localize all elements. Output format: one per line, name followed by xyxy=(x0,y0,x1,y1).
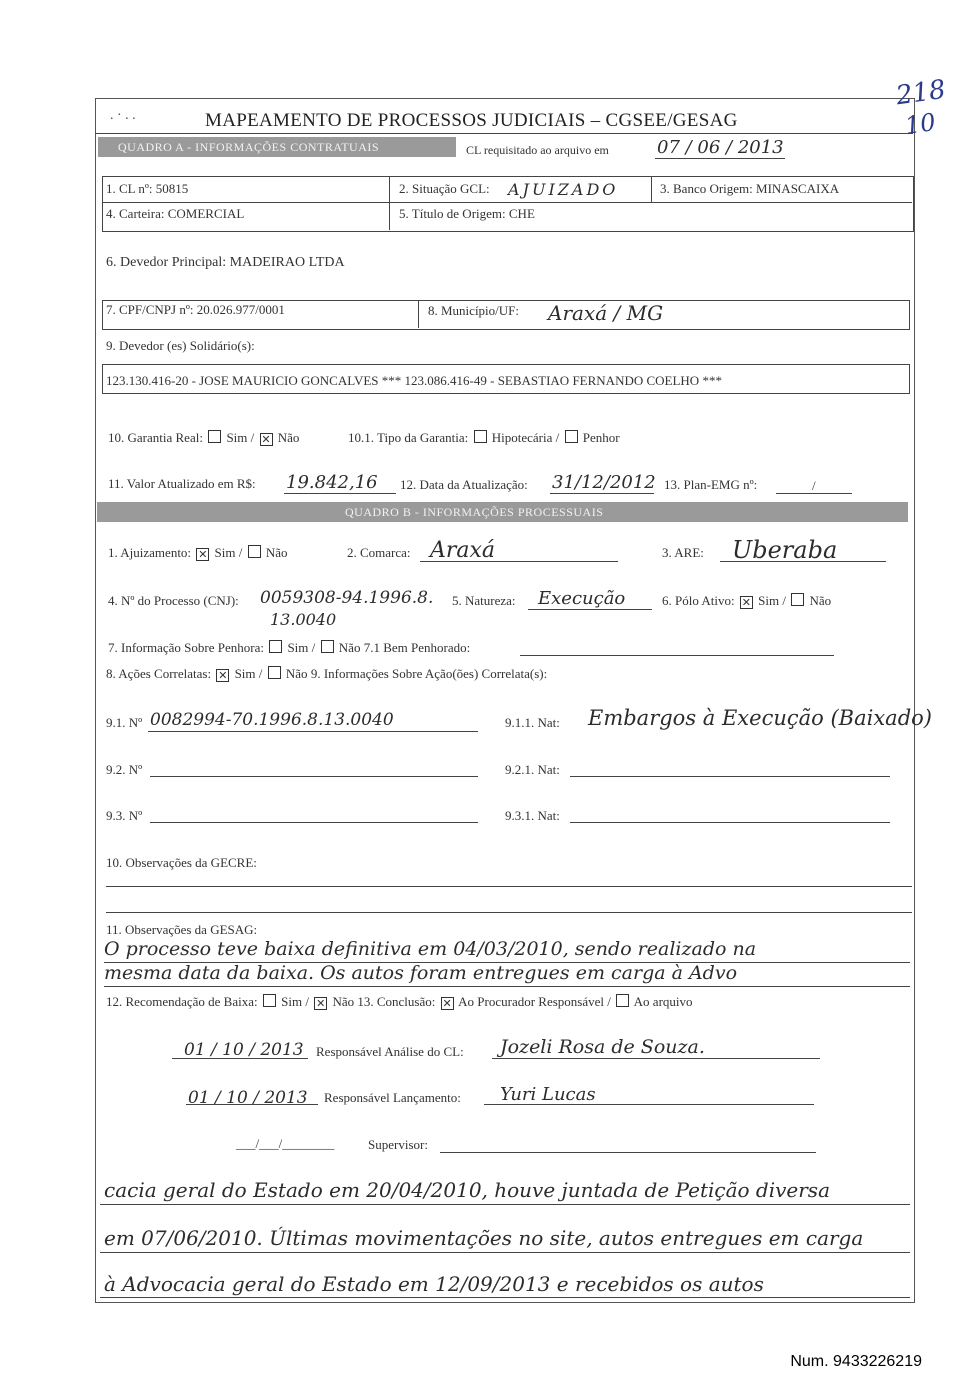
n91-label: 9.1. Nº xyxy=(106,715,143,730)
continuation-underline-2 xyxy=(100,1252,910,1253)
acoes-sim-label: Sim / xyxy=(234,666,263,681)
hipotecaria-checkbox[interactable] xyxy=(474,430,487,443)
acoes-nao-checkbox[interactable] xyxy=(268,666,281,679)
penhora-row xyxy=(108,640,470,656)
polo-sim-checkbox[interactable]: ✕ xyxy=(741,596,751,609)
nat931-underline xyxy=(570,822,890,823)
acoes-label: 8. Ações Correlatas: xyxy=(106,666,212,681)
supervisor-date: ___/___/________ xyxy=(236,1136,335,1151)
obs-gecre-label: 10. Observações da GECRE: xyxy=(106,855,257,870)
titulo-origem: 5. Título de Origem: CHE xyxy=(399,206,535,221)
procurador-checkbox[interactable]: ✕ xyxy=(442,997,452,1010)
nat911-value: Embargos à Execução (Baixado) xyxy=(588,706,932,730)
nat921-underline xyxy=(570,776,890,777)
tipo-garantia-row xyxy=(348,430,620,446)
info-acoes-label: 9. Informações Sobre Ação(ões) Correlata(s): xyxy=(310,666,548,681)
quadro-b-bar xyxy=(97,502,908,522)
data-analise: 01 / 10 / 2013 xyxy=(184,1040,304,1060)
resp-analise-underline xyxy=(492,1058,820,1059)
devedor-principal: 6. Devedor Principal: MADEIRAO LTDA xyxy=(106,255,345,270)
are-underline xyxy=(720,561,886,562)
solidarios-value: 123.130.416-20 - JOSE MAURICIO GONCALVES *** 123.086.416-49 - SEBASTIAO FERNANDO COELHO *** xyxy=(106,373,722,388)
procurador-label: Ao Procurador Responsável / xyxy=(458,994,611,1009)
contract-grid-row-line xyxy=(102,202,912,203)
data-lancamento: 01 / 10 / 2013 xyxy=(188,1088,308,1108)
ajuizamento-sim-checkbox[interactable]: ✕ xyxy=(198,548,208,561)
processo-label: 4. Nº do Processo (CNJ): xyxy=(108,593,239,608)
natureza-underline xyxy=(528,609,652,610)
municipio-label: 8. Município/UF: xyxy=(428,303,520,318)
title-divider xyxy=(95,133,913,134)
cl-requisitado-underline xyxy=(655,158,785,159)
data-atualizacao-label: 12. Data da Atualização: xyxy=(400,477,528,492)
garantia-sim-label: Sim / xyxy=(226,430,255,445)
penhor-label: Penhor xyxy=(582,430,620,445)
cl-number: 1. CL nº: 50815 xyxy=(106,181,189,196)
acoes-row xyxy=(106,666,547,682)
garantia-row xyxy=(108,430,299,446)
comarca-underline xyxy=(420,561,618,562)
ajuizamento-label: 1. Ajuizamento: xyxy=(108,545,192,560)
recomendacao-nao-checkbox[interactable]: ✕ xyxy=(316,997,326,1010)
contract-grid-col2 xyxy=(651,176,652,202)
folio-stamp: 218 xyxy=(894,74,948,112)
hipotecaria-label: Hipotecária / xyxy=(491,430,560,445)
resp-lancamento-label: Responsável Lançamento: xyxy=(324,1090,461,1105)
polo-ativo-label: 6. Pólo Ativo: xyxy=(662,593,735,608)
solidarios-label: 9. Devedor (es) Solidário(s): xyxy=(106,338,255,353)
ajuizamento-nao-checkbox[interactable] xyxy=(248,545,261,558)
arquivo-checkbox[interactable] xyxy=(616,994,629,1007)
polo-ativo-row xyxy=(662,593,831,609)
recomendacao-sim-checkbox[interactable] xyxy=(263,994,276,1007)
nat911-label: 9.1.1. Nat: xyxy=(505,715,560,730)
form-title: MAPEAMENTO DE PROCESSOS JUDICIAIS – CGSEE/GESAG xyxy=(205,110,738,131)
cl-requisitado-date: 07 / 06 / 2013 xyxy=(657,137,784,158)
recomendacao-sim-label: Sim / xyxy=(281,994,309,1009)
cpf-cnpj: 7. CPF/CNPJ nº: 20.026.977/0001 xyxy=(106,302,285,317)
obs-gecre-line-1 xyxy=(106,886,912,887)
continuation-line-3: à Advocacia geral do Estado em 12/09/2013 e recebidos os autos xyxy=(104,1272,764,1296)
natureza-value: Execução xyxy=(538,588,626,609)
are-label: 3. ARE: xyxy=(662,545,704,560)
contract-grid-col1 xyxy=(389,176,390,230)
garantia-nao-label: Não xyxy=(277,430,300,445)
penhora-label: 7. Informação Sobre Penhora: xyxy=(108,640,264,655)
nat921-label: 9.2.1. Nat: xyxy=(505,762,560,777)
comarca-value: Araxá xyxy=(430,538,496,563)
arquivo-label: Ao arquivo xyxy=(633,994,693,1009)
bem-penhorado-underline xyxy=(520,655,834,656)
acoes-nao-label: Não xyxy=(285,666,308,681)
recomendacao-nao-label: Não xyxy=(332,994,355,1009)
penhora-sim-checkbox[interactable] xyxy=(269,640,282,653)
penhor-checkbox[interactable] xyxy=(565,430,578,443)
cl-requisitado-label: CL requisitado ao arquivo em xyxy=(466,143,609,157)
processo-value-2: 13.0040 xyxy=(270,610,337,629)
penhora-sim-label: Sim / xyxy=(287,640,316,655)
obs-gesag-label: 11. Observações da GESAG: xyxy=(106,922,258,937)
resp-analise-label: Responsável Análise do CL: xyxy=(316,1044,464,1059)
resp-analise-signature: Jozeli Rosa de Souza. xyxy=(500,1036,705,1058)
ajuizamento-row xyxy=(108,545,288,561)
n91-underline xyxy=(148,731,478,732)
supervisor-underline xyxy=(440,1152,816,1153)
garantia-sim-checkbox[interactable] xyxy=(208,430,221,443)
penhora-nao-label: Não xyxy=(338,640,361,655)
data-atualizacao-underline xyxy=(550,493,654,494)
ajuizamento-sim-label: Sim / xyxy=(214,545,243,560)
n92-label: 9.2. Nº xyxy=(106,762,143,777)
data-atualizacao-value: 31/12/2012 xyxy=(552,472,656,493)
quadro-a-bar xyxy=(98,137,456,157)
document-number: Num. 9433226219 xyxy=(790,1353,922,1370)
carteira: 4. Carteira: COMERCIAL xyxy=(106,206,245,221)
cpf-box-divider xyxy=(418,300,419,328)
bem-penhorado-label: 7.1 Bem Penhorado: xyxy=(363,640,471,655)
continuation-line-2: em 07/06/2010. Últimas movimentações no site, autos entregues em carga xyxy=(104,1226,864,1250)
n93-label: 9.3. Nº xyxy=(106,808,143,823)
valor-label: 11. Valor Atualizado em R$: xyxy=(108,476,256,491)
supervisor-label: Supervisor: xyxy=(368,1137,428,1152)
data-analise-underline xyxy=(172,1058,308,1059)
form-frame xyxy=(95,98,915,1303)
obs-gecre-line-2 xyxy=(106,912,912,913)
comarca-label: 2. Comarca: xyxy=(347,545,411,560)
situacao-label: 2. Situação GCL: xyxy=(399,181,490,196)
quadro-b-title: QUADRO B - INFORMAÇÕES PROCESSUAIS xyxy=(345,505,604,519)
obs-gesag-line-1: O processo teve baixa definitiva em 04/03/2010, sendo realizado na xyxy=(104,938,757,960)
plan-emg-value: / xyxy=(812,478,816,493)
municipio-value: Araxá / MG xyxy=(548,301,664,325)
plan-emg-label: 13. Plan-EMG nº: xyxy=(664,477,758,492)
n93-underline xyxy=(150,822,478,823)
garantia-nao-checkbox[interactable]: ✕ xyxy=(261,433,271,446)
valor-underline xyxy=(284,493,396,494)
continuation-underline-1 xyxy=(100,1204,910,1205)
obs-gesag-line-2: mesma data da baixa. Os autos foram entregues em carga à Advo xyxy=(104,962,738,984)
folio-stamp-2: 10 xyxy=(903,108,938,140)
are-value: Uberaba xyxy=(732,536,838,564)
polo-sim-label: Sim / xyxy=(758,593,786,608)
n92-underline xyxy=(150,776,478,777)
recomendacao-label: 12. Recomendação de Baixa: xyxy=(106,994,258,1009)
quadro-a-title: QUADRO A - INFORMAÇÕES CONTRATUAIS xyxy=(118,140,380,154)
banco-origem: 3. Banco Origem: MINASCAIXA xyxy=(660,181,840,196)
plan-emg-underline xyxy=(776,493,852,494)
garantia-label: 10. Garantia Real: xyxy=(108,430,203,445)
resp-lancamento-underline xyxy=(484,1104,814,1105)
data-lancamento-underline xyxy=(186,1104,318,1105)
header-dots: . · . . xyxy=(110,108,136,123)
tipo-garantia-label: 10.1. Tipo da Garantia: xyxy=(348,430,469,445)
polo-nao-checkbox[interactable] xyxy=(791,593,804,606)
recomendacao-row xyxy=(106,994,693,1010)
penhora-nao-checkbox[interactable] xyxy=(321,640,334,653)
situacao-value: AJUIZADO xyxy=(508,180,619,199)
acoes-sim-checkbox[interactable]: ✕ xyxy=(218,669,228,682)
continuation-line-1: cacia geral do Estado em 20/04/2010, houve juntada de Petição diversa xyxy=(104,1178,830,1202)
n91-value: 0082994-70.1996.8.13.0040 xyxy=(150,710,394,730)
continuation-underline-3 xyxy=(100,1297,910,1298)
ajuizamento-nao-label: Não xyxy=(265,545,288,560)
valor-value: 19.842,16 xyxy=(286,472,378,493)
conclusao-label: 13. Conclusão: xyxy=(357,994,436,1009)
obs-gesag-underline-2 xyxy=(104,986,910,987)
resp-lancamento-signature: Yuri Lucas xyxy=(500,1084,596,1105)
processo-value: 0059308-94.1996.8. xyxy=(260,588,434,608)
polo-nao-label: Não xyxy=(809,593,832,608)
nat931-label: 9.3.1. Nat: xyxy=(505,808,560,823)
natureza-label: 5. Natureza: xyxy=(452,593,516,608)
